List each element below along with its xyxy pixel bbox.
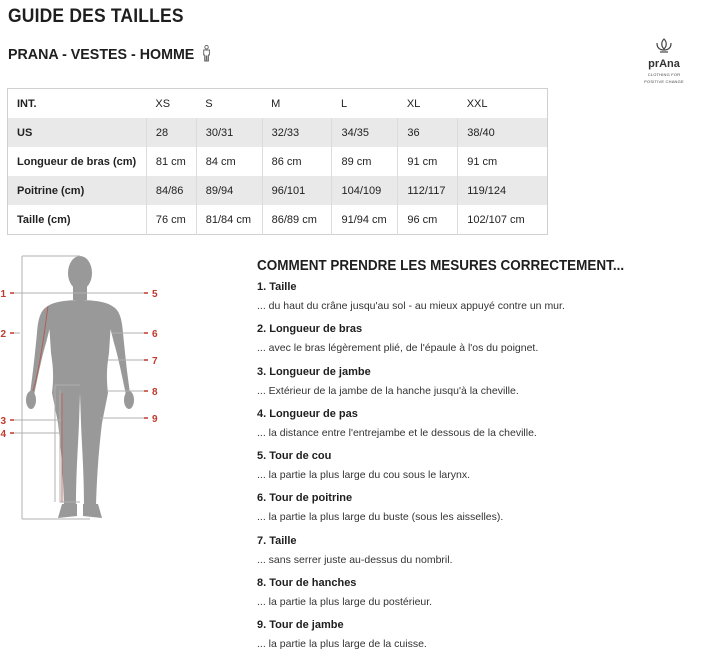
step-description: ... la partie la plus large du cou sous le larynx. <box>257 469 471 482</box>
step-heading: 3. Longueur de jambe <box>257 365 371 378</box>
step-description: ... du haut du crâne jusqu'au sol - au mieux appuyé contre un mur. <box>257 300 565 312</box>
marker-label: 5 <box>152 289 158 300</box>
measurement-marker <box>144 289 158 300</box>
table-cell: XL <box>406 97 421 110</box>
measurement-steps <box>257 280 697 661</box>
marker-label: 8 <box>152 387 158 398</box>
logo-tagline-2: POSITIVE CHANGE <box>644 79 684 84</box>
measurement-step <box>257 449 697 491</box>
step-description: ... la partie la plus large du buste (sous les aisselles). <box>257 511 504 524</box>
prana-lotus-icon <box>654 38 674 54</box>
table-cell: 91 cm <box>398 147 458 176</box>
table-cell: 34/35 <box>332 118 398 147</box>
subtitle-text: PRANA - VESTES - HOMME <box>8 46 195 63</box>
table-cell: 38/40 <box>458 118 548 147</box>
step-heading: 8. Tour de hanches <box>257 577 357 590</box>
page-subtitle <box>8 45 212 63</box>
measurement-step <box>257 407 697 449</box>
prana-logo <box>636 38 692 84</box>
marker-label: 4 <box>0 429 6 440</box>
measurement-marker <box>0 329 14 340</box>
marker-label: 9 <box>152 414 158 425</box>
step-description: ... la partie la plus large de la cuisse. <box>257 638 427 651</box>
measurement-marker <box>144 414 158 425</box>
measurement-marker <box>0 289 14 300</box>
step-heading: 5. Tour de cou <box>257 450 332 463</box>
table-cell: XXL <box>466 97 488 110</box>
marker-label: 3 <box>0 416 6 427</box>
table-cell: 96/101 <box>262 176 332 205</box>
table-header-row <box>8 89 548 119</box>
marker-label: 2 <box>0 329 6 340</box>
table-cell: 91 cm <box>467 155 498 168</box>
male-figure-icon <box>202 45 212 62</box>
table-cell: 30/31 <box>196 118 262 147</box>
table-cell: 104/109 <box>332 176 398 205</box>
step-description: ... Extérieur de la jambe de la hanche jusqu'à la cheville. <box>257 384 519 397</box>
table-cell: 89/94 <box>196 176 262 205</box>
table-cell: 36 <box>398 118 458 147</box>
table-cell: 81 cm <box>146 147 196 176</box>
table-cell: 84/86 <box>146 176 196 205</box>
table-cell: 96 cm <box>398 205 458 235</box>
step-heading: 9. Tour de jambe <box>257 619 344 632</box>
row-label: INT. <box>17 97 37 110</box>
size-table <box>7 88 548 235</box>
table-cell: S <box>205 97 213 110</box>
human-silhouette <box>26 256 134 518</box>
step-description: ... avec le bras légèrement plié, de l'épaule à l'os du poignet. <box>257 342 539 355</box>
table-cell: 76 cm <box>146 205 196 235</box>
step-heading: 2. Longueur de bras <box>257 323 363 336</box>
table-cell: 102/107 cm <box>467 213 525 226</box>
table-row <box>8 147 548 176</box>
step-description: ... la partie la plus large du postérieur. <box>257 596 433 609</box>
measurement-marker <box>0 429 14 440</box>
table-cell: 32/33 <box>262 118 332 147</box>
page-title: GUIDE DES TAILLES <box>8 6 184 27</box>
measurement-step <box>257 576 697 618</box>
measurement-marker <box>144 329 158 340</box>
table-cell: 112/117 <box>398 176 458 205</box>
measurement-marker <box>144 356 158 367</box>
table-cell: M <box>271 97 281 110</box>
table-cell: 89 cm <box>332 147 398 176</box>
body-measurement-figure <box>0 248 170 528</box>
table-cell: 86/89 cm <box>262 205 332 235</box>
measurement-step <box>257 322 697 364</box>
measurement-marker <box>144 387 158 398</box>
step-heading: 4. Longueur de pas <box>257 407 358 420</box>
marker-label: 1 <box>0 289 6 300</box>
row-label: Longueur de bras (cm) <box>8 147 147 176</box>
table-cell: 84 cm <box>196 147 262 176</box>
table-cell: 28 <box>146 118 196 147</box>
table-cell: L <box>340 97 348 110</box>
marker-label: 7 <box>152 356 158 367</box>
measurement-step <box>257 280 697 322</box>
measurement-step <box>257 534 697 576</box>
row-label: Poitrine (cm) <box>8 176 147 205</box>
step-description: ... la distance entre l'entrejambe et le dessous de la cheville. <box>257 426 537 439</box>
step-heading: 1. Taille <box>257 281 297 293</box>
table-cell: 91/94 cm <box>332 205 398 235</box>
measurement-step <box>257 618 697 660</box>
measurement-marker <box>0 416 14 427</box>
step-description: ... sans serrer juste au-dessus du nombril. <box>257 553 453 566</box>
step-heading: 7. Taille <box>257 534 297 547</box>
table-row <box>8 205 548 235</box>
logo-tagline-1: CLOTHING FOR <box>647 72 681 77</box>
measurement-step <box>257 365 697 407</box>
row-label: Taille (cm) <box>8 205 147 235</box>
table-cell: 86 cm <box>262 147 332 176</box>
logo-brand-name: prAna <box>648 58 680 70</box>
table-row <box>8 176 548 205</box>
step-heading: 6. Tour de poitrine <box>257 492 353 505</box>
measurement-instructions-title: COMMENT PRENDRE LES MESURES CORRECTEMENT... <box>257 258 625 274</box>
table-cell: 119/124 <box>458 176 548 205</box>
row-label: US <box>8 118 147 147</box>
measurement-step <box>257 491 697 533</box>
table-cell: 81/84 cm <box>196 205 262 235</box>
marker-label: 6 <box>152 329 158 340</box>
table-cell: XS <box>155 97 171 110</box>
table-row <box>8 118 548 147</box>
